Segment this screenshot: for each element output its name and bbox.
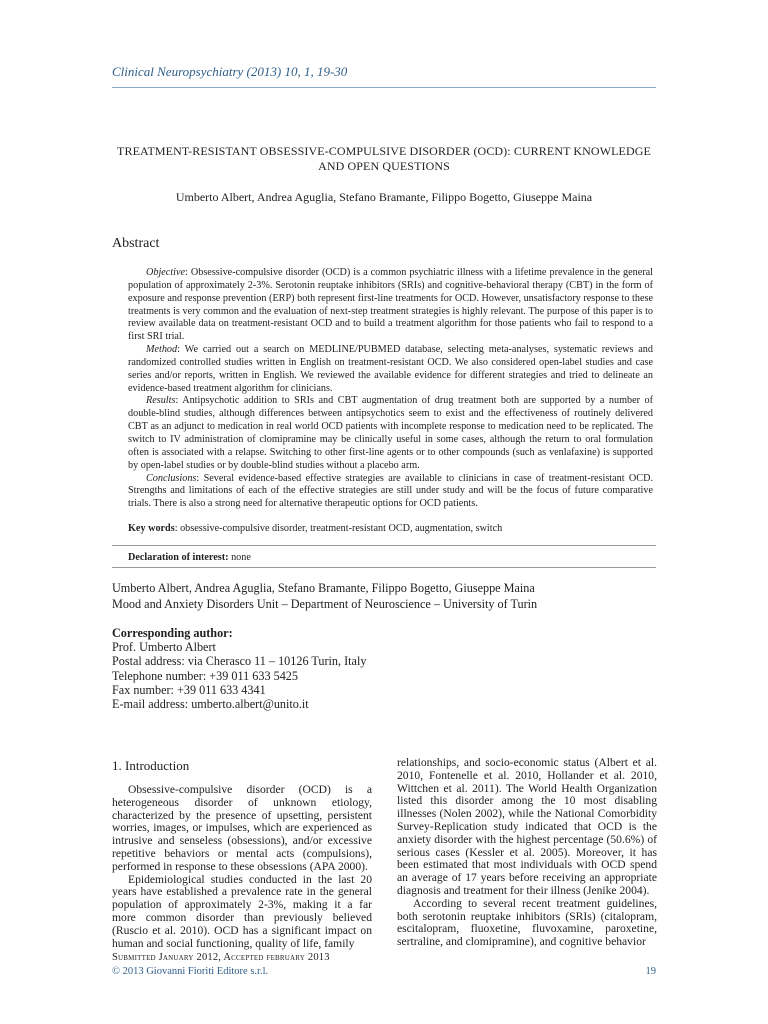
declaration-text: none (228, 552, 251, 563)
copyright: © 2013 Giovanni Fioriti Editore s.r.l. (112, 966, 269, 977)
corresponding-email: E-mail address: umberto.albert@unito.it (112, 697, 309, 712)
introduction-heading: 1. Introduction (112, 758, 190, 773)
method-text: : We carried out a search on MEDLINE/PUBMED database, selecting meta-analyses, systematic reviews and randomized controlled studies written in English on treatment-resistant OCD. We also considered open-label studies and case series and/or reports, written in English. We reviewed the available evidence for different strategies and tried to delineate an evidence-based treatment algorithm for clinicians. (128, 344, 653, 394)
intro-right-column (397, 757, 657, 949)
corresponding-postal: Postal address: via Cherasco 11 – 10126 Turin, Italy (112, 654, 367, 669)
results-label: Results (146, 395, 176, 407)
submission-dates: Submitted January 2012, Accepted february 2013 (112, 952, 330, 963)
declaration-bottom-rule (112, 567, 656, 568)
page-number: 19 (645, 966, 656, 977)
abstract-method (128, 344, 653, 395)
corresponding-fax: Fax number: +39 011 633 4341 (112, 682, 266, 697)
keywords-text: : obsessive-compulsive disorder, treatment-resistant OCD, augmentation, switch (174, 523, 503, 534)
intro-left-column (112, 784, 372, 950)
corresponding-label: Corresponding author: (112, 626, 233, 640)
results-text: : Antipsychotic addition to SRIs and CBT augmentation of drug treatment both are supported by a number of double-blind studies, although differences between antipsychotics seem to exist and the effectiveness of routinely delivered CBT as an adjunct to medication in real world OCD patients with incomplete response to medication need to be replicated. The switch to IV administration of clomipramine may be clinically useful in some cases, although the return to oral formulation often is associated with a relapse. Switching to other first-line agents or to other compounds (such as venlafaxine) is supported by open-label studies or by double-blind studies without a placebo arm. (128, 395, 653, 471)
intro-paragraph: relationships, and socio-economic status (Albert et al. 2010, Fontenelle et al. 2010, Hollander et al. 2010, Wittchen et al. 2011). The World Health Organization listed this disorder among the 10 most disabling illnesses (Nolen 2002), while the National Comorbidity Survey-Replication study indicated that OCD is the anxiety disorder with the highest percentage (50.6%) of serious cases (Kessler et al. 2005). Moreover, it has been estimated that most individuals with OCD spend an average of 17 years before receiving an appropriate diagnosis and treatment for their illness (Jenike 2004). (397, 756, 657, 897)
affiliation-authors: Umberto Albert, Andrea Aguglia, Stefano Bramante, Filippo Bogetto, Giuseppe Maina (112, 581, 535, 595)
declaration-of-interest (128, 552, 653, 563)
intro-paragraph: According to several recent treatment guidelines, both serotonin reuptake inhibitors (SRIs) (citalopram, escitalopram, fluoxetine, fluvoxamine, paroxetine, sertraline, and clomipramine), and cognitive behavior (397, 896, 657, 949)
declaration-top-rule (112, 545, 656, 546)
article-title: TREATMENT-RESISTANT OBSESSIVE-COMPULSIVE DISORDER (OCD): CURRENT KNOWLEDGE AND OPEN QUESTIONS (117, 144, 651, 173)
journal-citation: Clinical Neuropsychiatry (2013) 10, 1, 19-30 (112, 64, 348, 79)
abstract-conclusions (128, 473, 653, 512)
header-divider (112, 87, 656, 88)
affiliation-unit: Mood and Anxiety Disorders Unit – Department of Neuroscience – University of Turin (112, 597, 538, 611)
abstract-heading: Abstract (112, 236, 160, 251)
method-label: Method (146, 344, 178, 356)
article-authors: Umberto Albert, Andrea Aguglia, Stefano Bramante, Filippo Bogetto, Giuseppe Maina (175, 190, 593, 204)
abstract-results (128, 395, 653, 472)
corresponding-author-block (112, 626, 656, 711)
declaration-label: Declaration of interest: (128, 552, 229, 563)
abstract-objective (128, 267, 653, 344)
corresponding-phone: Telephone number: +39 011 633 5425 (112, 668, 298, 683)
intro-paragraph: Epidemiological studies conducted in the last 20 years have established a prevalence rate in the general population of approximately 2-3%, making it a far more common disorder than previously believed (Ruscio et al. 2010). OCD has a significant impact on human and social functioning, quality of life, family (112, 872, 372, 950)
intro-paragraph: Obsessive-compulsive disorder (OCD) is a heterogeneous disorder of unknown etiology, characterized by the presence of upsetting, persistent worries, images, or impulses, which are experienced as intrusive and senseless (obsessions), and/or excessive repetitive behaviors or mental acts (compulsions), performed in response to these obsessions (APA 2000). (112, 783, 372, 873)
conclusions-text: : Several evidence-based effective strategies are available to clinicians in case of treatment-resistant OCD. Strengths and limitations of each of the effective strategies are still under study and will be the focus of future comparative trials. There is also a strong need for alternative therapeutic options for OCD patients. (128, 472, 653, 510)
keywords-label: Key words (128, 523, 175, 534)
objective-label: Objective (146, 267, 186, 278)
corresponding-name: Prof. Umberto Albert (112, 640, 216, 655)
abstract-body (128, 267, 653, 511)
conclusions-label: Conclusions (146, 472, 197, 484)
affiliation-block (112, 580, 656, 612)
objective-text: : Obsessive-compulsive disorder (OCD) is a common psychiatric illness with a lifetime prevalence in the general population of approximately 2-3%. Serotonin reuptake inhibitors (SRIs) and cognitive-behavioral therapy (CBT) in the form of exposure and response prevention (ERP) both represent first-line treatments for OCD. However, unsatisfactory response to these treatments is very common and the evaluation of next-step treatment strategies is highly relevant. The purpose of this paper is to review available data on treatment-resistant OCD and to build a treatment algorithm for those patients who fail to respond to a first SRI trial. (128, 267, 653, 343)
key-words (128, 523, 653, 534)
